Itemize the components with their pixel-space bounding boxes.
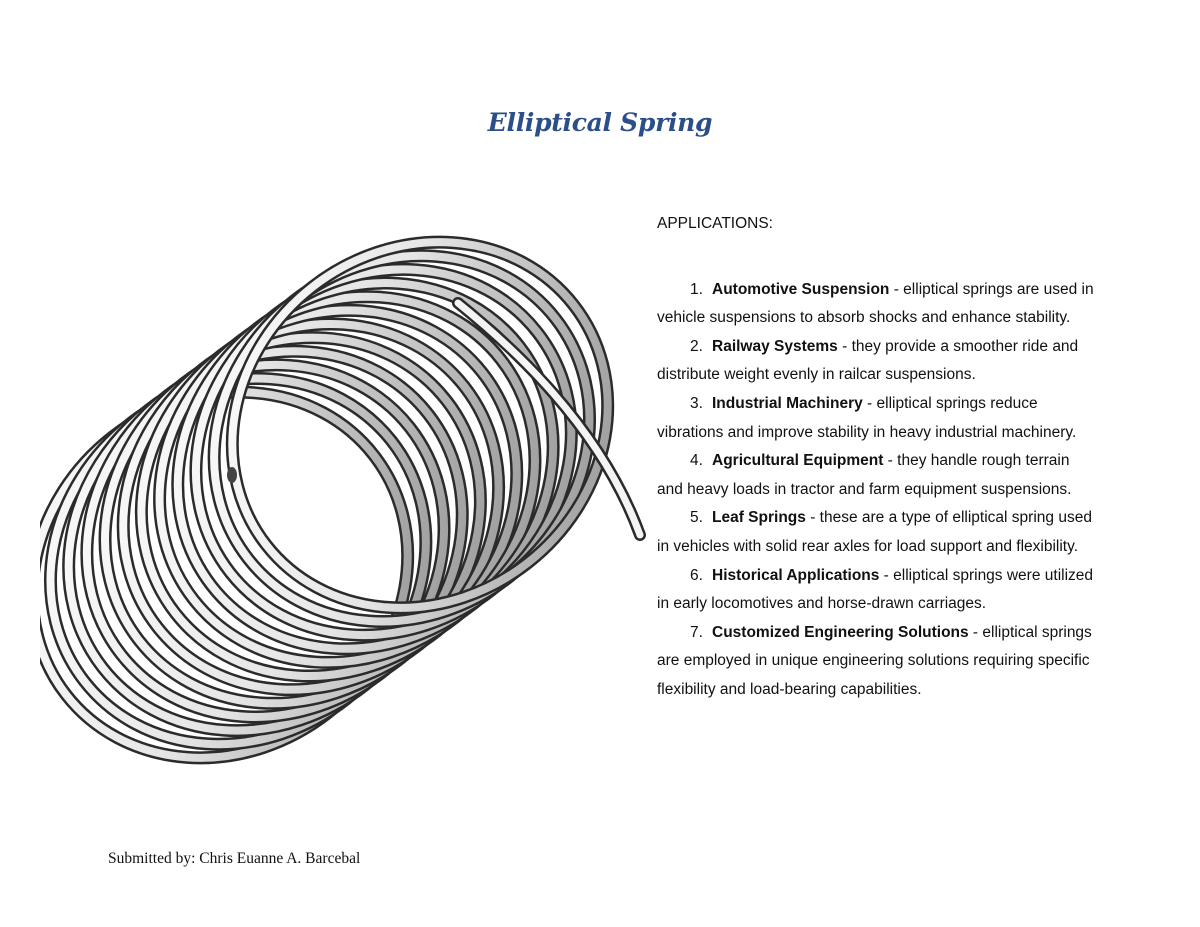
item-desc: - elliptical springs were utilized in early locomotives and horse-drawn carriages. [657, 566, 1094, 613]
spring-inner-end [227, 467, 237, 483]
item-term: Automotive Suspension [712, 280, 890, 298]
item-desc: - they handle rough terrain and heavy loads in tractor and farm equipment suspensions. [657, 452, 1072, 498]
item-number: 4. [690, 452, 703, 470]
item-term: Industrial Machinery [712, 394, 863, 412]
item-desc: - elliptical springs reduce vibrations and improve stability in heavy industrial machinery. [657, 394, 1077, 441]
item-term: Historical Applications [712, 566, 880, 584]
page-title: Elliptical Spring [487, 108, 713, 137]
list-item [657, 504, 1097, 561]
item-desc: - these are a type of elliptical spring used in vehicles with solid rear axles for load support and flexibility. [657, 509, 1092, 555]
item-number: 6. [690, 566, 703, 584]
item-desc: - elliptical springs are employed in unique engineering solutions requiring specific flexibility and load-bearing capabilities. [657, 623, 1092, 698]
item-term: Leaf Springs [712, 509, 806, 527]
item-term: Agricultural Equipment [712, 452, 884, 470]
item-term: Customized Engineering Solutions [712, 623, 969, 641]
list-item [657, 276, 1097, 333]
item-number: 5. [690, 509, 703, 527]
list-item [657, 619, 1097, 705]
list-item [657, 447, 1097, 504]
list-item [657, 333, 1097, 390]
submitted-by: Submitted by: Chris Euanne A. Barcebal [108, 850, 361, 867]
list-item [657, 390, 1097, 447]
applications-section [657, 210, 1097, 705]
list-item [657, 562, 1097, 619]
elliptical-spring-image [40, 235, 660, 825]
item-number: 3. [690, 394, 703, 412]
applications-list [657, 276, 1097, 705]
item-term: Railway Systems [712, 337, 838, 355]
item-desc: - elliptical springs are used in vehicle suspensions to absorb shocks and enhance stability. [657, 280, 1094, 327]
item-number: 7. [690, 623, 703, 641]
applications-heading: APPLICATIONS: [657, 215, 773, 232]
item-number: 2. [690, 337, 703, 355]
item-desc: - they provide a smoother ride and distribute weight evenly in railcar suspensions. [657, 337, 1079, 384]
item-number: 1. [690, 280, 703, 298]
